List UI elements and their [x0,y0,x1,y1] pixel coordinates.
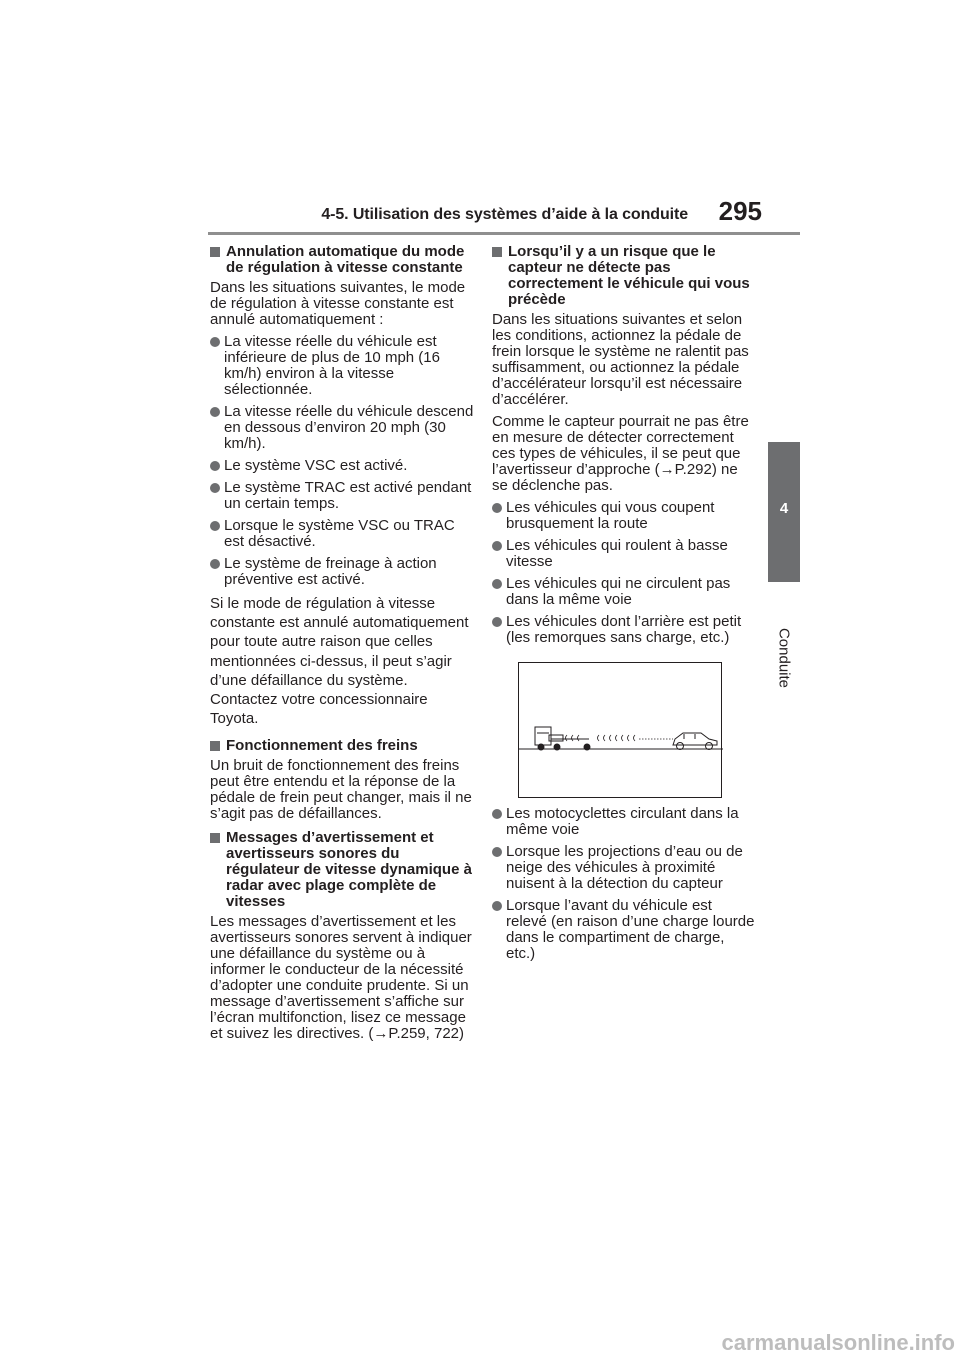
wave [628,735,630,741]
page-header [0,0,960,240]
wheel [554,744,560,750]
bullet-dot-icon [210,559,220,569]
list-item: Lorsque le système VSC ou TRAC est désactivé. [210,518,474,550]
wave [604,735,606,741]
list-item: La vitesse réelle du véhicule descend en dessous d’environ 20 mph (30 km/h). [210,404,474,452]
car-icon [673,733,717,750]
wave [616,735,618,741]
bullet-dot-icon [492,809,502,819]
watermark: carmanualsonline.info [721,1330,955,1355]
bullet-dot-icon [492,541,502,551]
trailer-detection-illustration [518,662,722,798]
chapter-tab [768,442,800,582]
radar-waves-icon [566,735,674,741]
list-item: Les véhicules dont l’arrière est petit (les remorques sans charge, etc.) [492,614,756,646]
car-wheel [677,743,684,750]
list-item: Le système de freinage à action préventive est activé. [210,556,474,588]
left-column [210,244,474,1048]
bullet-dot-icon [210,337,220,347]
paragraph: Un bruit de fonctionnement des freins peut être entendu et la réponse de la pédale de frein peut changer, mais il ne s’agit pas de défaillances. [210,757,472,823]
paragraph: Les messages d’avertissement et les avertisseurs sonores servent à indiquer une défaillance du système ou à informer le conducteur de la nécessité d’adopter une conduite prudente. Si un message d’avertissement s’affiche sur l’écran multifonction, lisez ce message et suivez les directives. (→P.259, 722) [210,913,472,1043]
wheel [584,744,590,750]
bullet-dot-icon [210,461,220,471]
wave [566,735,568,741]
bullet-dot-icon [210,483,220,493]
paragraph: Dans les situations suivantes et selon les conditions, actionnez la pédale de frein lorsque le système ne ralentit pas suffisamment, ou actionnez la pédale d’accélérateur lorsqu’il est nécessaire d’accélérer. [492,311,749,408]
bullet-dot-icon [492,617,502,627]
wave [598,735,600,741]
heading-brake-operation: Fonctionnement des freins [210,738,474,754]
illustration-svg [519,663,723,799]
square-bullet-icon [210,741,220,751]
list-item: Le système VSC est activé. [210,458,474,474]
bullet-dot-icon [492,579,502,589]
paragraph: Dans les situations suivantes, le mode de régulation à vitesse constante est annulé automatiquement : [210,279,466,328]
heading-warning-messages: Messages d’avertissement et avertisseurs sonores du régulateur de vitesse dynamique à radar avec plage complète de vitesses [210,830,474,910]
heading-sensor-detection-risk: Lorsqu’il y a un risque que le capteur ne détecte pas correctement le véhicule qui vous précède [492,244,756,308]
list-item: Les véhicules qui vous coupent brusquement la route [492,500,756,532]
car-wheel [706,743,713,750]
bullet-dot-icon [492,847,502,857]
list-item: Lorsque l’avant du véhicule est relevé (en raison d’une charge lourde dans le compartiment de charge, etc.) [492,898,756,962]
square-bullet-icon [492,247,502,257]
bullet-dot-icon [210,521,220,531]
list-item: Lorsque les projections d’eau ou de neige des véhicules à proximité nuisent à la détection du capteur [492,844,756,892]
trailer-truck-icon [535,727,590,750]
wave [610,735,612,741]
wave [578,735,580,741]
wave [572,735,574,741]
square-bullet-icon [210,247,220,257]
bullet-dot-icon [492,503,502,513]
right-column [492,244,756,968]
bullet-dot-icon [210,407,220,417]
wheel [538,744,544,750]
heading-automatic-cancel: Annulation automatique du mode de régulation à vitesse constante [210,244,474,276]
list-item: Les motocyclettes circulant dans la même voie [492,806,756,838]
section-title: 4-5. Utilisation des systèmes d’aide à la conduite [321,206,688,223]
wave [634,735,636,741]
list-item: Le système TRAC est activé pendant un certain temps. [210,480,474,512]
list-item: Les véhicules qui roulent à basse vitesse [492,538,756,570]
page-number: 295 [718,196,762,226]
bullet-dot-icon [492,901,502,911]
list-item: La vitesse réelle du véhicule est inférieure de plus de 10 mph (16 km/h) environ à la vitesse sélectionnée. [210,334,474,398]
chapter-label: Conduite [775,627,793,689]
chapter-number: 4 [779,500,789,517]
wave [622,735,624,741]
list-item: Les véhicules qui ne circulent pas dans la même voie [492,576,756,608]
header-divider [208,232,800,235]
square-bullet-icon [210,833,220,843]
paragraph: Comme le capteur pourrait ne pas être en mesure de détecter correctement ces types de véhicules, il se peut que l’avertisseur d’approche (→P.292) ne se déclenche pas. [492,413,749,494]
paragraph: Si le mode de régulation à vitesse constante est annulé automatiquement pour toute autre raison que celles mentionnées ci-dessus, il peut s’agir d’une défaillance du système. Contactez votre concessionnaire Toyota. [210,595,469,728]
